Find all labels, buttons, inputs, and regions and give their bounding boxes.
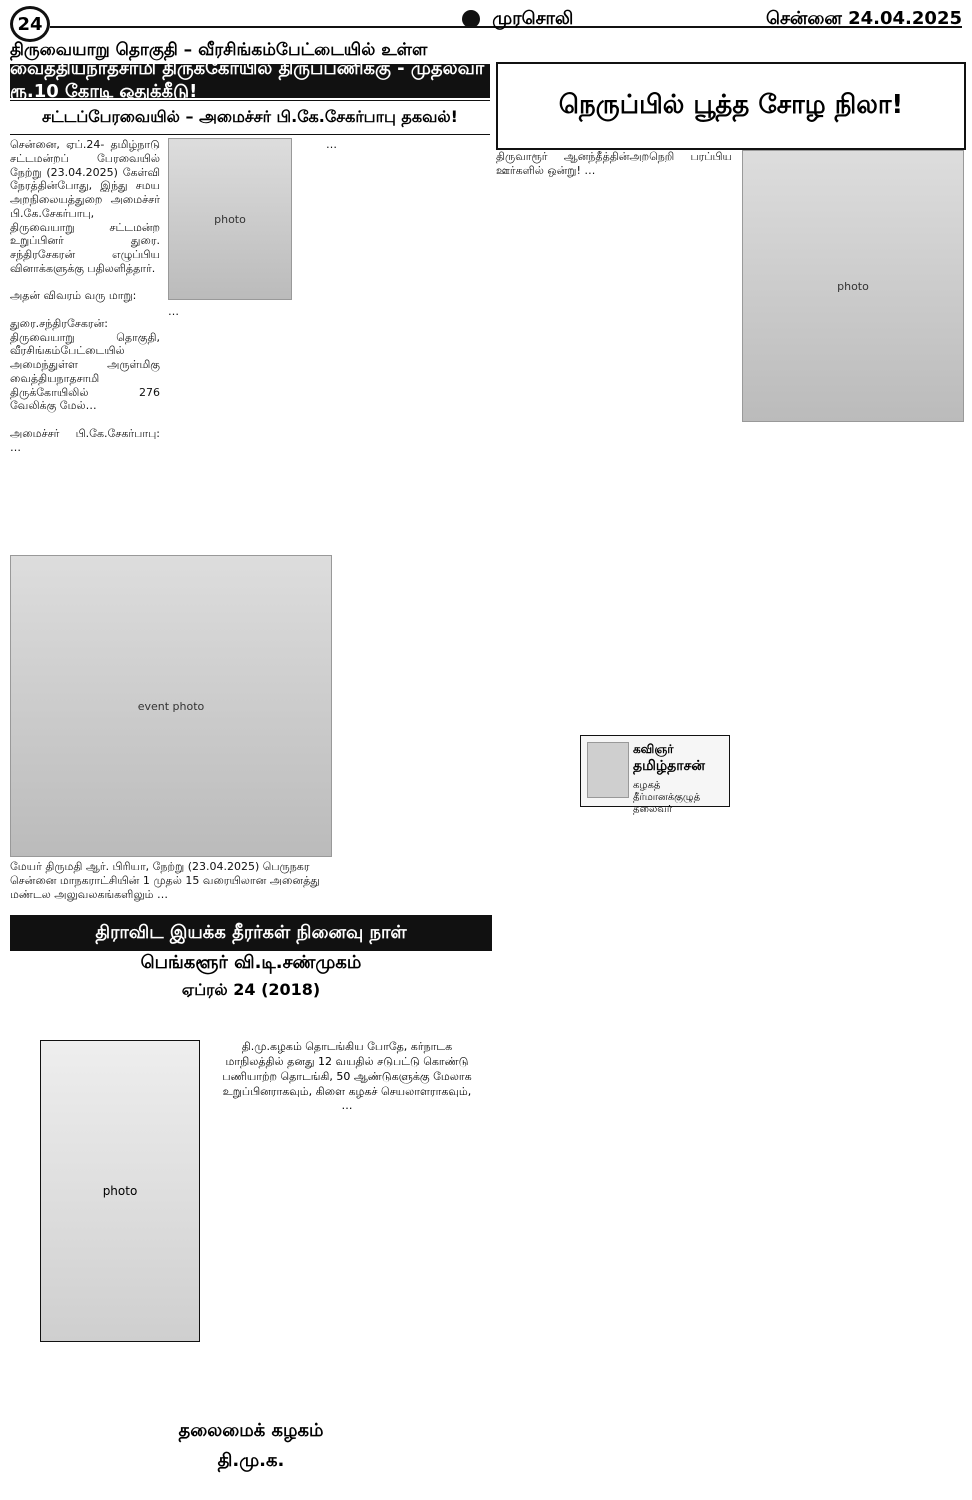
columnist-photo: photo [742,150,964,422]
byline-name: தமிழ்தாசன் [633,758,705,774]
memorial-title: திராவிட இயக்க தீரர்கள் நினைவு நாள் [10,915,492,951]
memorial-text: தி.மு.கழகம் தொடங்கிய போதே, கர்நாடக மாநிலத்தில் தனது 12 வயதில் சடுபட்டு கொண்டு பணியாற்ற தொடங்கி, 50 ஆண்டுகளுக்கு மேலாக உறுப்பினராகவும், கிளை கழகச் செயலாளராகவும், … [222,1040,472,1113]
left-story-col3: … [326,138,337,151]
event-photo-caption: மேயர் திருமதி ஆர். பிரியா, நேற்று (23.04.2025) பெருநகர சென்னை மாநகராட்சியின் 1 முதல் 15 வரையிலான அனைத்து மண்டல அலுவலகங்களிலும் … [10,860,320,901]
page-number-badge: 24 [10,6,50,42]
right-story-col2 [742,425,962,1455]
sun-logo-icon [462,10,480,28]
memorial-date: ஏப்ரல் 24 (2018) [181,980,321,999]
columnist-thumb [587,742,629,798]
memorial-photo: photo [40,1040,200,1342]
byline-box [580,735,730,815]
event-photo: event photo [10,555,332,857]
left-story-headline: வைத்தியநாதசாமி திருக்கோயில் திருப்பணிக்கு - முதல்வர் ரூ.10 கோடி ஒதுக்கீடு! [10,64,490,98]
paper-name: முரசொலி [492,8,574,29]
memorial-sign-line1: தலைமைக் கழகம் [178,1420,324,1441]
paper-brand [462,8,573,31]
memorial-sign-line2: தி.மு.க. [217,1450,285,1471]
memorial-name: பெங்களூர் வி.டி.சண்முகம் [140,952,362,973]
byline-label: கவிஞர் [633,742,674,756]
left-story-kicker: திருவையாறு தொகுதி – வீரசிங்கம்பேட்டையில் உள்ள [10,40,428,60]
left-story-col1: சென்னை, ஏப்.24- தமிழ்நாடு சட்டமன்றப் பேரவையில் நேற்று (23.04.2025) கேள்வி நேரத்தின்போது, இந்து சமய அறநிலையத்துறை அமைச்சர் பி.கே.சேகர்பாபு, திருவையாறு சட்டமன்ற உறுப்பினர் துரை. சந்திரசேகரன் எழுப்பிய வினாக்களுக்கு பதிலளித்தார். அதன் விவரம் வரு மாறு: துரை.சந்திரசேகரன்: திருவையாறு தொகுதி, வீரசிங்கம்பேட்டையில் அமைந்துள்ள அருள்மிகு வைத்தியநாதசாமி திருக்கோயிலில் 276 வேலிக்கு மேல்… அமைச்சர் பி.கே.சேகர்பாபு: … [10,138,160,454]
left-story-subhead: சட்டப்பேரவையில் – அமைச்சர் பி.கே.சேகர்பாபு தகவல்! [10,100,490,135]
byline-role: கழகத் தீர்மானக்குழுத் தலைவர் [633,780,701,815]
right-story-title: நெருப்பில் பூத்த சோழ நிலா! [496,62,966,150]
city-date: சென்னை 24.04.2025 [765,8,962,29]
minister-photo: photo [168,138,292,300]
left-story-col2: … [168,305,179,318]
right-story-col1: திருவாரூர் ஆனந்தீத்தின்அறநெறி பரப்பிய ஊர்களில் ஒன்று! … [496,150,732,177]
